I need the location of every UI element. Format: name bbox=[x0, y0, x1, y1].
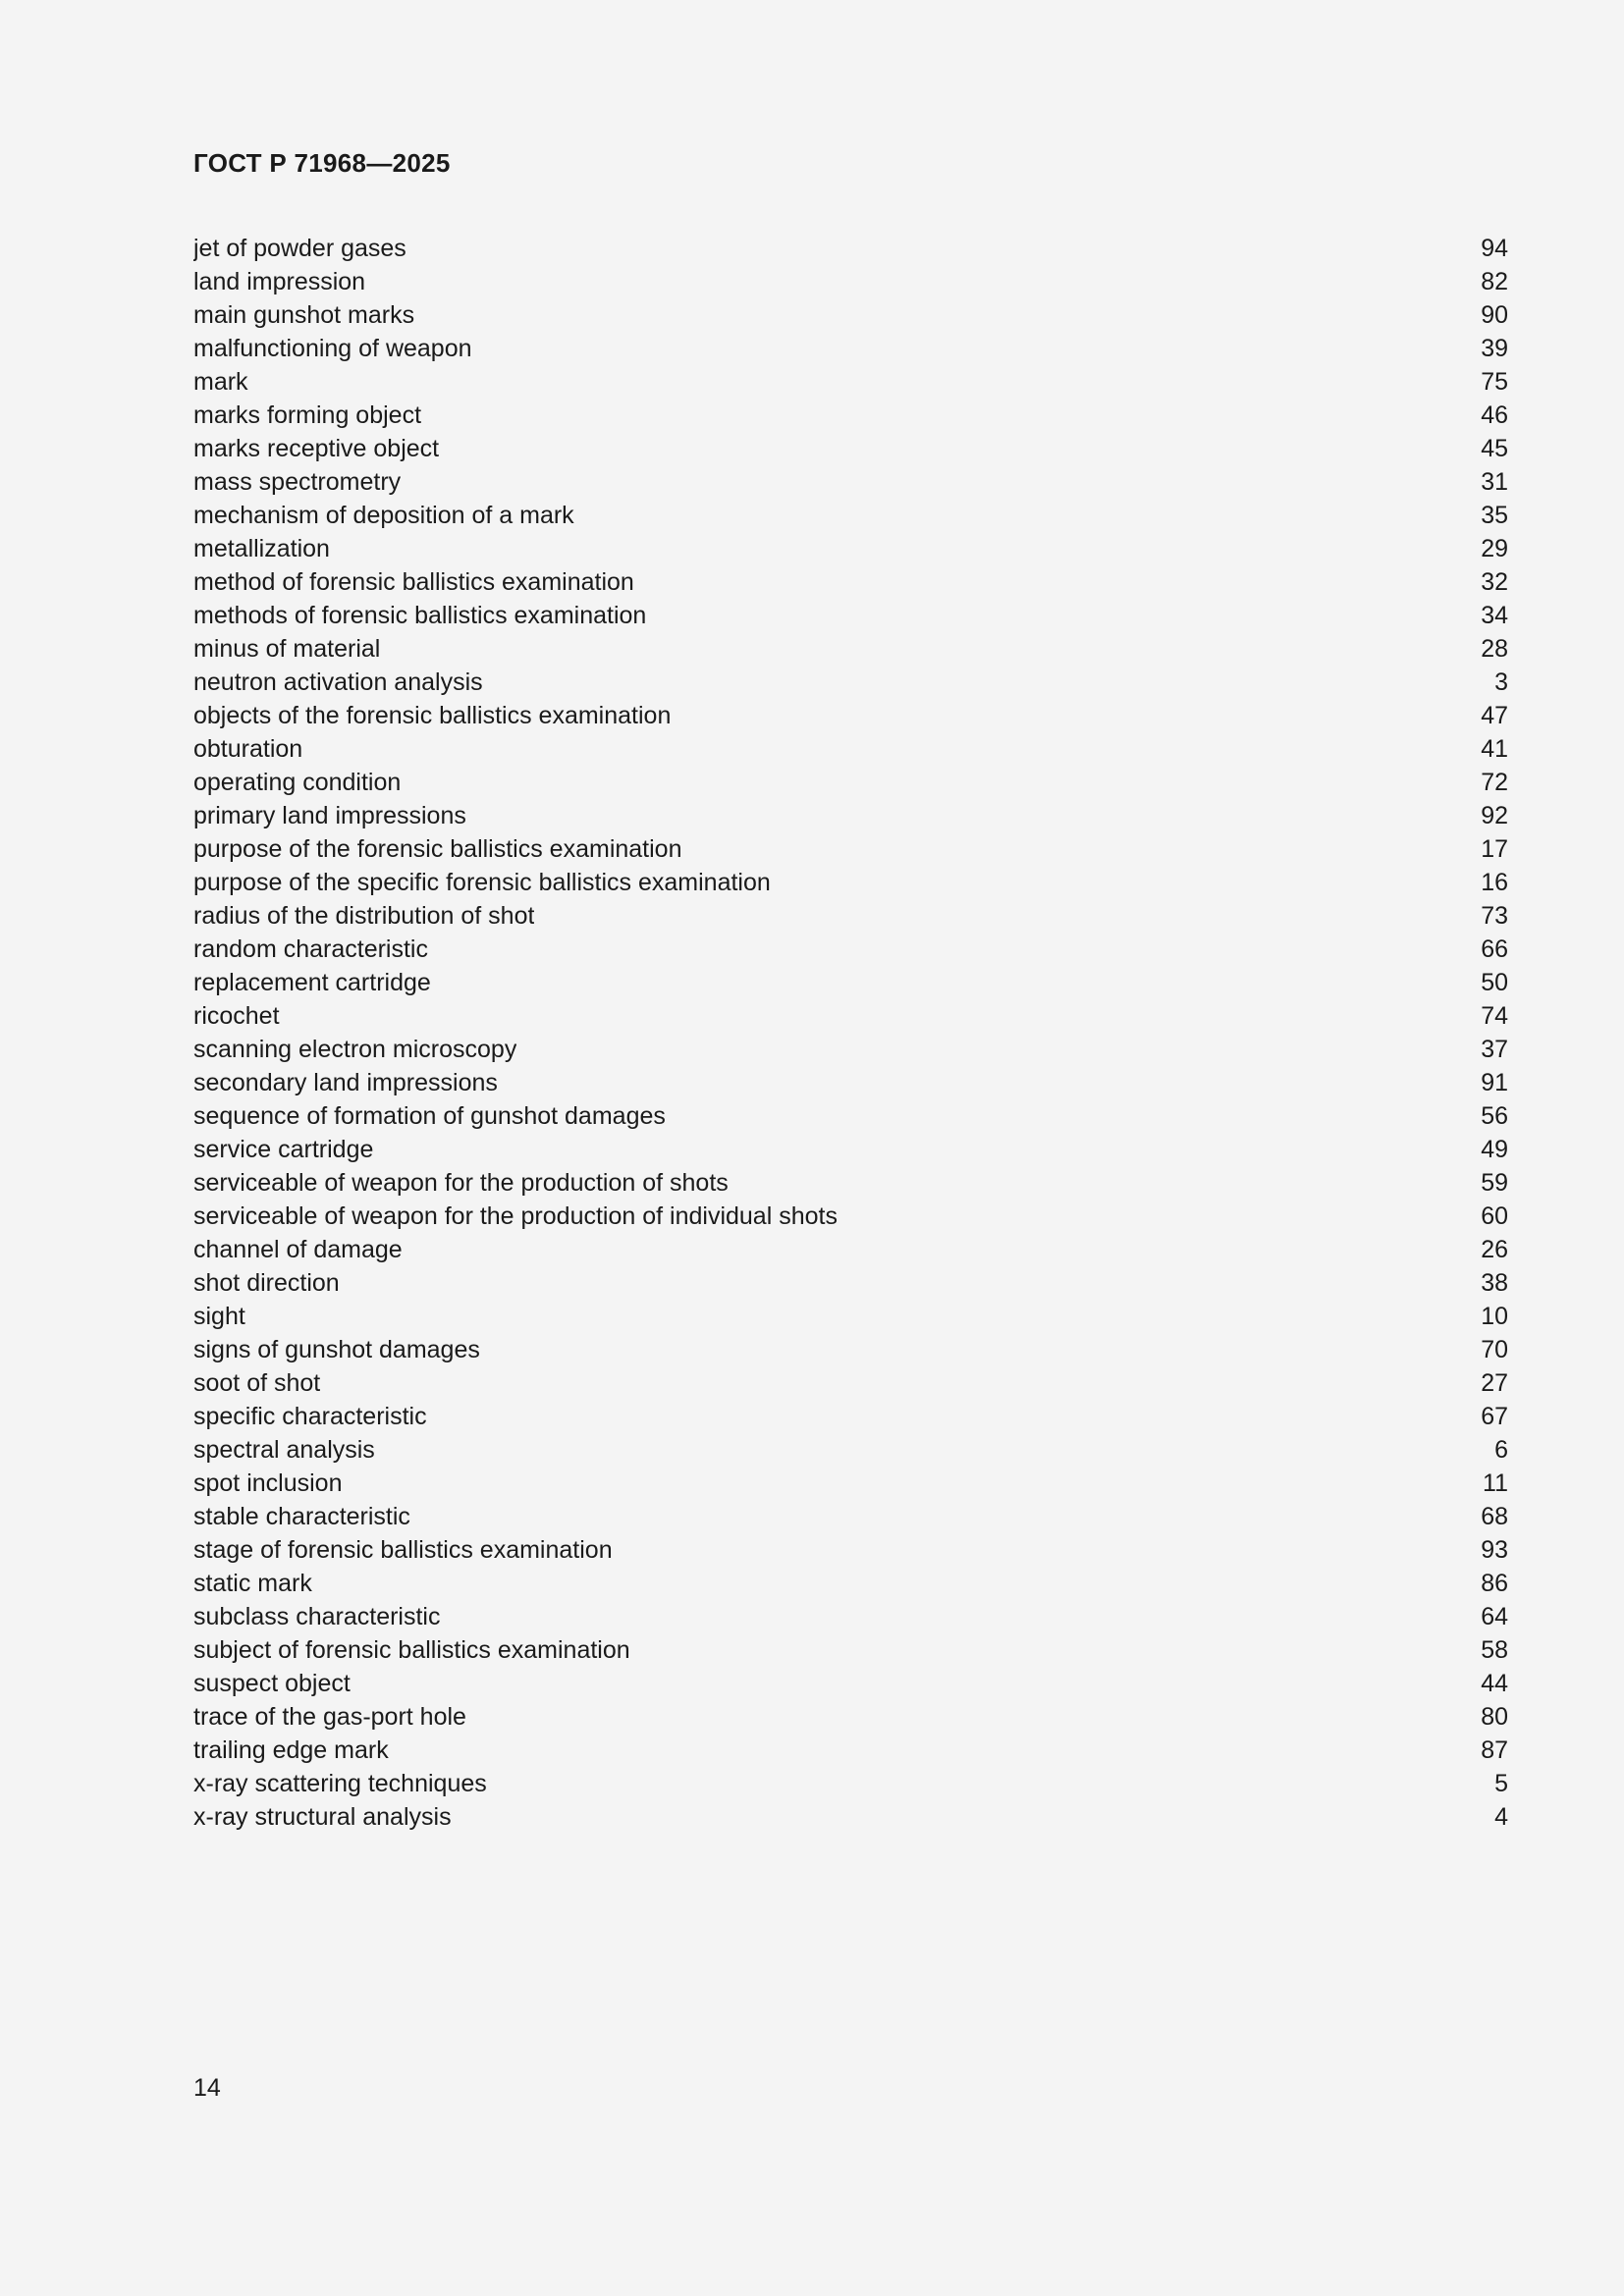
index-term-number: 56 bbox=[1481, 1102, 1508, 1130]
index-term: minus of material bbox=[193, 635, 381, 663]
index-term-number: 50 bbox=[1481, 969, 1508, 996]
index-term: spot inclusion bbox=[193, 1469, 343, 1497]
index-term: suspect object bbox=[193, 1670, 351, 1697]
index-term-number: 87 bbox=[1481, 1736, 1508, 1764]
index-entry bbox=[193, 1700, 1508, 1734]
index-term: ricochet bbox=[193, 1002, 280, 1030]
index-term-number: 26 bbox=[1481, 1236, 1508, 1263]
index-term-number: 59 bbox=[1481, 1169, 1508, 1197]
index-term: scanning electron microscopy bbox=[193, 1036, 517, 1063]
index-entry bbox=[193, 1099, 1508, 1133]
index-term: jet of powder gases bbox=[193, 235, 406, 262]
index-entry bbox=[193, 1467, 1508, 1500]
index-term-number: 82 bbox=[1481, 268, 1508, 295]
index-term-number: 27 bbox=[1481, 1369, 1508, 1397]
index-term-number: 39 bbox=[1481, 335, 1508, 362]
index-entry bbox=[193, 699, 1508, 732]
index-term-number: 38 bbox=[1481, 1269, 1508, 1297]
index-term: mechanism of deposition of a mark bbox=[193, 502, 574, 529]
index-term: neutron activation analysis bbox=[193, 668, 483, 696]
index-term: replacement cartridge bbox=[193, 969, 431, 996]
index-term-number: 60 bbox=[1481, 1202, 1508, 1230]
index-term-number: 5 bbox=[1494, 1770, 1508, 1797]
index-term-number: 3 bbox=[1494, 668, 1508, 696]
index-term: spectral analysis bbox=[193, 1436, 375, 1464]
index-entry bbox=[193, 298, 1508, 332]
index-term: channel of damage bbox=[193, 1236, 403, 1263]
index-term-number: 67 bbox=[1481, 1403, 1508, 1430]
index-entry bbox=[193, 1567, 1508, 1600]
index-entry bbox=[193, 1033, 1508, 1066]
index-term: signs of gunshot damages bbox=[193, 1336, 480, 1363]
index-entry bbox=[193, 1333, 1508, 1366]
index-term-number: 28 bbox=[1481, 635, 1508, 663]
index-term: mark bbox=[193, 368, 248, 396]
index-term: methods of forensic ballistics examination bbox=[193, 602, 647, 629]
index-entry bbox=[193, 999, 1508, 1033]
index-term: operating condition bbox=[193, 769, 402, 796]
page-number: 14 bbox=[193, 2074, 221, 2102]
index-entry bbox=[193, 1734, 1508, 1767]
index-entry bbox=[193, 1667, 1508, 1700]
index-term-number: 92 bbox=[1481, 802, 1508, 829]
index-term-number: 17 bbox=[1481, 835, 1508, 863]
index-term: specific characteristic bbox=[193, 1403, 427, 1430]
index-entry bbox=[193, 1633, 1508, 1667]
index-entry bbox=[193, 1600, 1508, 1633]
index-term: marks receptive object bbox=[193, 435, 440, 462]
index-entry bbox=[193, 1300, 1508, 1333]
index-term-number: 34 bbox=[1481, 602, 1508, 629]
index-entry bbox=[193, 1400, 1508, 1433]
index-term-number: 47 bbox=[1481, 702, 1508, 729]
index-term: objects of the forensic ballistics examination bbox=[193, 702, 672, 729]
index-term: x-ray structural analysis bbox=[193, 1803, 452, 1831]
index-entry bbox=[193, 666, 1508, 699]
index-term: stable characteristic bbox=[193, 1503, 410, 1530]
index-term-number: 74 bbox=[1481, 1002, 1508, 1030]
index-term: serviceable of weapon for the production of shots bbox=[193, 1169, 729, 1197]
index-entry bbox=[193, 1133, 1508, 1166]
index-term: subclass characteristic bbox=[193, 1603, 441, 1630]
index-term-number: 86 bbox=[1481, 1570, 1508, 1597]
index-entry bbox=[193, 265, 1508, 298]
index-entry bbox=[193, 933, 1508, 966]
index-term-number: 70 bbox=[1481, 1336, 1508, 1363]
index-term: metallization bbox=[193, 535, 330, 562]
index-entry bbox=[193, 365, 1508, 399]
index-entry bbox=[193, 899, 1508, 933]
index-entry bbox=[193, 532, 1508, 565]
index-term-number: 66 bbox=[1481, 935, 1508, 963]
index-term-number: 10 bbox=[1481, 1303, 1508, 1330]
index-term-number: 35 bbox=[1481, 502, 1508, 529]
index-term-number: 46 bbox=[1481, 401, 1508, 429]
index-term: main gunshot marks bbox=[193, 301, 415, 329]
index-term: stage of forensic ballistics examination bbox=[193, 1536, 613, 1564]
index-term-number: 16 bbox=[1481, 869, 1508, 896]
index-entry bbox=[193, 1767, 1508, 1800]
index-term: trailing edge mark bbox=[193, 1736, 389, 1764]
index-term: subject of forensic ballistics examination bbox=[193, 1636, 630, 1664]
index-term-number: 93 bbox=[1481, 1536, 1508, 1564]
index-term-number: 44 bbox=[1481, 1670, 1508, 1697]
index-entry bbox=[193, 599, 1508, 632]
index-term: sequence of formation of gunshot damages bbox=[193, 1102, 666, 1130]
index-term: random characteristic bbox=[193, 935, 428, 963]
index-term-number: 91 bbox=[1481, 1069, 1508, 1096]
index-term: service cartridge bbox=[193, 1136, 374, 1163]
index-term: malfunctioning of weapon bbox=[193, 335, 472, 362]
index-entry bbox=[193, 1366, 1508, 1400]
index-entry bbox=[193, 565, 1508, 599]
term-index-list bbox=[193, 232, 1508, 1834]
index-entry bbox=[193, 1066, 1508, 1099]
index-entry bbox=[193, 399, 1508, 432]
index-term: mass spectrometry bbox=[193, 468, 402, 496]
index-term-number: 4 bbox=[1494, 1803, 1508, 1831]
index-term-number: 75 bbox=[1481, 368, 1508, 396]
index-term-number: 90 bbox=[1481, 301, 1508, 329]
index-entry bbox=[193, 832, 1508, 866]
index-term-number: 72 bbox=[1481, 769, 1508, 796]
index-entry bbox=[193, 1200, 1508, 1233]
index-term-number: 37 bbox=[1481, 1036, 1508, 1063]
index-term: secondary land impressions bbox=[193, 1069, 498, 1096]
index-term-number: 68 bbox=[1481, 1503, 1508, 1530]
index-entry bbox=[193, 1500, 1508, 1533]
index-term-number: 49 bbox=[1481, 1136, 1508, 1163]
index-term: serviceable of weapon for the production of individual shots bbox=[193, 1202, 838, 1230]
index-term: sight bbox=[193, 1303, 245, 1330]
document-header: ГОСТ Р 71968—2025 bbox=[193, 148, 451, 178]
index-term: marks forming object bbox=[193, 401, 422, 429]
index-term: static mark bbox=[193, 1570, 312, 1597]
index-entry bbox=[193, 232, 1508, 265]
index-entry bbox=[193, 1233, 1508, 1266]
index-term-number: 64 bbox=[1481, 1603, 1508, 1630]
index-entry bbox=[193, 632, 1508, 666]
index-term-number: 11 bbox=[1483, 1469, 1508, 1497]
index-term-number: 58 bbox=[1481, 1636, 1508, 1664]
index-entry bbox=[193, 1433, 1508, 1467]
index-entry bbox=[193, 766, 1508, 799]
index-entry bbox=[193, 866, 1508, 899]
index-term: radius of the distribution of shot bbox=[193, 902, 535, 930]
index-term: soot of shot bbox=[193, 1369, 321, 1397]
index-entry bbox=[193, 1166, 1508, 1200]
index-term: purpose of the specific forensic ballistics examination bbox=[193, 869, 771, 896]
index-term-number: 73 bbox=[1481, 902, 1508, 930]
index-term-number: 94 bbox=[1481, 235, 1508, 262]
index-term: land impression bbox=[193, 268, 366, 295]
index-term: x-ray scattering techniques bbox=[193, 1770, 487, 1797]
index-entry bbox=[193, 499, 1508, 532]
index-entry bbox=[193, 966, 1508, 999]
index-entry bbox=[193, 732, 1508, 766]
index-term-number: 32 bbox=[1481, 568, 1508, 596]
index-term-number: 29 bbox=[1481, 535, 1508, 562]
index-term: trace of the gas-port hole bbox=[193, 1703, 466, 1731]
index-entry bbox=[193, 1533, 1508, 1567]
index-term: method of forensic ballistics examination bbox=[193, 568, 634, 596]
index-term: obturation bbox=[193, 735, 303, 763]
index-entry bbox=[193, 465, 1508, 499]
index-term: shot direction bbox=[193, 1269, 340, 1297]
index-entry bbox=[193, 799, 1508, 832]
index-term-number: 80 bbox=[1481, 1703, 1508, 1731]
index-entry bbox=[193, 432, 1508, 465]
index-entry bbox=[193, 1266, 1508, 1300]
index-term: purpose of the forensic ballistics examination bbox=[193, 835, 682, 863]
index-entry bbox=[193, 1800, 1508, 1834]
index-term: primary land impressions bbox=[193, 802, 466, 829]
index-entry bbox=[193, 332, 1508, 365]
index-term-number: 6 bbox=[1494, 1436, 1508, 1464]
index-term-number: 45 bbox=[1481, 435, 1508, 462]
index-term-number: 41 bbox=[1481, 735, 1508, 763]
index-term-number: 31 bbox=[1481, 468, 1508, 496]
